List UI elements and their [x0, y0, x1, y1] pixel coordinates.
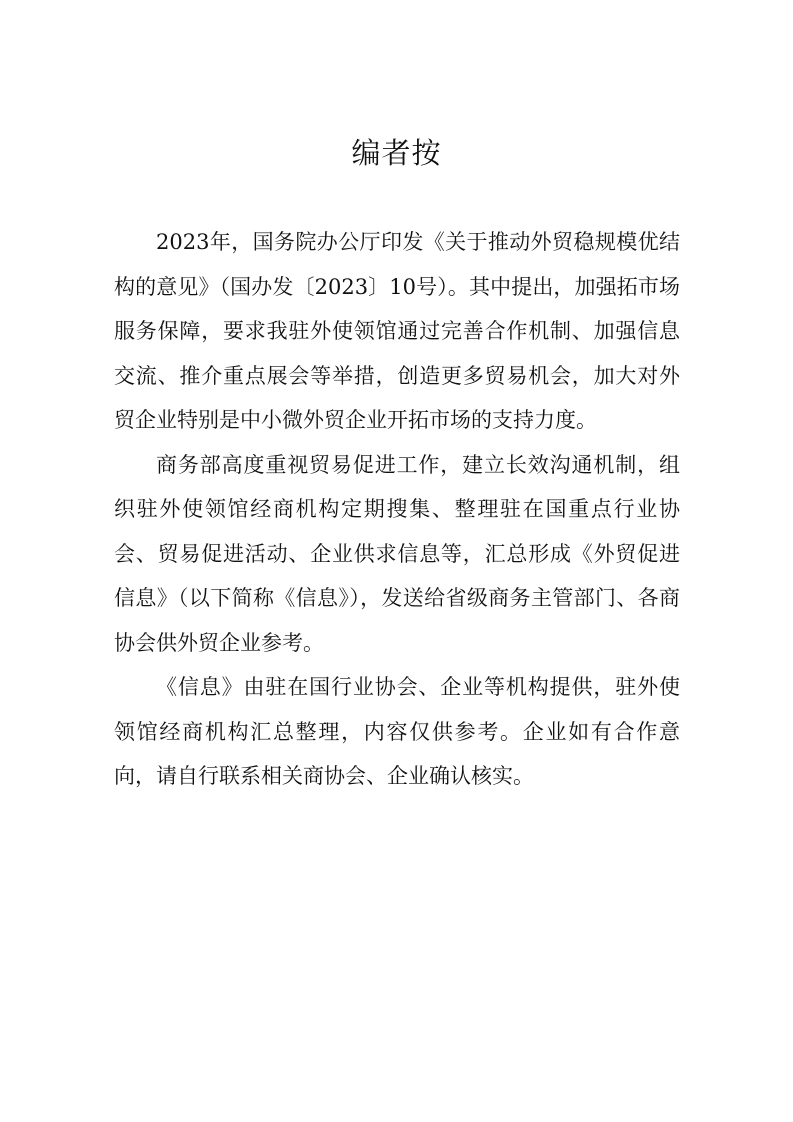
document-body	[114, 220, 680, 799]
paragraph-3: 《信息》由驻在国行业协会、企业等机构提供，驻外使领馆经商机构汇总整理，内容仅供参考。企业如有合作意向，请自行联系相关商协会、企业确认核实。	[114, 675, 680, 788]
page-title: 编者按	[351, 136, 442, 170]
paragraph-1: 2023年，国务院办公厅印发《关于推动外贸稳规模优结构的意见》（国办发〔2023〕10号）。其中提出，加强拓市场服务保障，要求我驻外使领馆通过完善合作机制、加强信息交流、推介重点展会等举措，创造更多贸易机会，加大对外贸企业特别是中小微外贸企业开拓市场的支持力度。	[114, 230, 680, 432]
paragraph-2: 商务部高度重视贸易促进工作，建立长效沟通机制，组织驻外使领馆经商机构定期搜集、整理驻在国重点行业协会、贸易促进活动、企业供求信息等，汇总形成《外贸促进信息》（以下简称《信息》），发送给省级商务主管部门、各商协会供外贸企业参考。	[114, 452, 680, 655]
